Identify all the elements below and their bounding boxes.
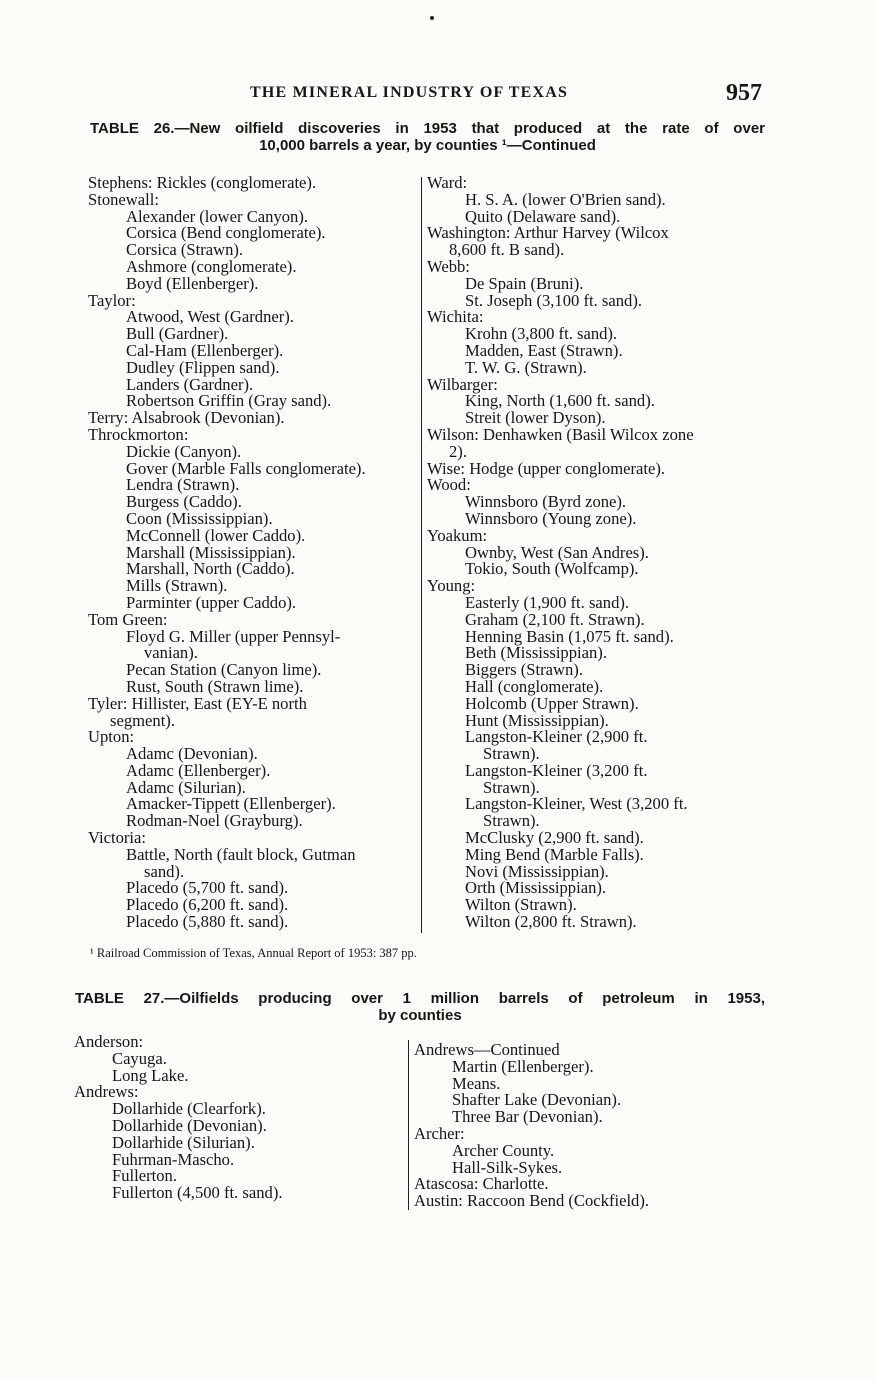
field-entry: Strawn). xyxy=(483,811,540,831)
field-entry: Landers (Gardner). xyxy=(126,374,254,394)
field-entry: Adamc (Silurian). xyxy=(126,777,246,797)
field-entry: Long Lake. xyxy=(112,1065,189,1085)
field-entry: Dudley (Flippen sand). xyxy=(126,357,280,377)
field-entry: Cayuga. xyxy=(112,1048,167,1068)
field-entry: Rodman-Noel (Grayburg). xyxy=(126,811,303,831)
field-entry: Winnsboro (Byrd zone). xyxy=(465,492,627,512)
field-entry: Rust, South (Strawn lime). xyxy=(126,676,304,696)
table27-caption-line1: TABLE 27.—Oilfields producing over 1 million barrels of petroleum in 1953, xyxy=(75,990,765,1007)
field-entry: segment). xyxy=(110,710,175,730)
field-entry: McConnell (lower Caddo). xyxy=(126,525,306,545)
field-entry: Atwood, West (Gardner). xyxy=(126,307,294,327)
field-entry: Winnsboro (Young zone). xyxy=(465,508,637,528)
county-entry: Wichita: xyxy=(427,307,484,327)
field-entry: 8,600 ft. B sand). xyxy=(449,240,565,260)
field-entry: Shafter Lake (Devonian). xyxy=(452,1090,622,1110)
field-entry: Easterly (1,900 ft. sand). xyxy=(465,592,630,612)
county-entry: Washington: Arthur Harvey (Wilcox xyxy=(427,223,669,243)
table27-left-column xyxy=(74,1034,394,1202)
county-entry: Terry: Alsabrook (Devonian). xyxy=(88,408,285,428)
field-entry: Battle, North (fault block, Gutman xyxy=(126,844,356,864)
field-entry: Placedo (5,880 ft. sand). xyxy=(126,912,289,932)
field-entry: Means. xyxy=(452,1073,501,1093)
county-entry: Taylor: xyxy=(88,290,136,310)
county-entry: Young: xyxy=(427,576,476,596)
field-entry: Tokio, South (Wolfcamp). xyxy=(465,559,639,579)
field-entry: Archer County. xyxy=(452,1140,555,1160)
field-entry: Krohn (3,800 ft. sand). xyxy=(465,324,618,344)
table26-column-divider xyxy=(421,177,422,933)
field-entry: Pecan Station (Canyon lime). xyxy=(126,660,322,680)
field-entry: Langston-Kleiner (3,200 ft. xyxy=(465,760,648,780)
field-entry: Gover (Marble Falls conglomerate). xyxy=(126,458,366,478)
field-entry: De Spain (Bruni). xyxy=(465,273,584,293)
field-entry: Hall (conglomerate). xyxy=(465,676,604,696)
county-entry: Wood: xyxy=(427,475,471,495)
county-entry: Webb: xyxy=(427,256,470,276)
field-entry: Boyd (Ellenberger). xyxy=(126,273,259,293)
field-entry: Amacker-Tippett (Ellenberger). xyxy=(126,794,336,814)
field-entry: St. Joseph (3,100 ft. sand). xyxy=(465,290,642,310)
field-entry: Strawn). xyxy=(483,744,540,764)
table27-caption-line2: by counties xyxy=(378,1007,462,1024)
field-entry: Quito (Delaware sand). xyxy=(465,206,621,226)
field-entry: Dollarhide (Clearfork). xyxy=(112,1099,266,1119)
field-entry: Three Bar (Devonian). xyxy=(452,1107,603,1127)
county-entry: Andrews—Continued xyxy=(414,1040,560,1059)
county-entry: Stonewall: xyxy=(88,189,159,209)
field-entry: Biggers (Strawn). xyxy=(465,660,583,680)
field-entry: Orth (Mississippian). xyxy=(465,878,607,898)
table26-caption-line1: TABLE 26.—New oilfield discoveries in 1953 that produced at the rate of over xyxy=(90,120,765,137)
field-entry: Fuhrman-Mascho. xyxy=(112,1149,235,1169)
field-entry: Fullerton. xyxy=(112,1166,177,1186)
field-entry: Wilton (2,800 ft. Strawn). xyxy=(465,912,637,932)
field-entry: Graham (2,100 ft. Strawn). xyxy=(465,609,645,629)
field-entry: Coon (Mississippian). xyxy=(126,508,273,528)
table27-right-column xyxy=(414,1042,754,1210)
stray-mark xyxy=(430,16,434,20)
field-entry: Adamc (Ellenberger). xyxy=(126,760,271,780)
county-entry: Ward: xyxy=(427,173,468,192)
field-entry: Langston-Kleiner, West (3,200 ft. xyxy=(465,794,688,814)
field-entry: Ownby, West (San Andres). xyxy=(465,542,649,562)
field-entry: 2). xyxy=(449,441,467,461)
field-entry: Ming Bend (Marble Falls). xyxy=(465,844,644,864)
field-entry: Placedo (6,200 ft. sand). xyxy=(126,895,289,915)
county-entry: Wilbarger: xyxy=(427,374,498,394)
county-entry: Stephens: Rickles (conglomerate). xyxy=(88,173,317,192)
county-entry: Victoria: xyxy=(88,828,146,848)
county-entry: Wise: Hodge (upper conglomerate). xyxy=(427,458,666,478)
field-entry: Adamc (Devonian). xyxy=(126,744,258,764)
field-entry: Fullerton (4,500 ft. sand). xyxy=(112,1183,283,1203)
field-entry: Novi (Mississippian). xyxy=(465,861,609,881)
county-entry: Tom Green: xyxy=(88,609,168,629)
field-entry: Wilton (Strawn). xyxy=(465,895,577,915)
table26-right-column xyxy=(427,175,767,931)
table27-column-divider xyxy=(408,1040,409,1210)
table27-caption xyxy=(75,990,765,1024)
page-number: 957 xyxy=(726,80,762,106)
field-entry: McClusky (2,900 ft. sand). xyxy=(465,828,644,848)
field-entry: Langston-Kleiner (2,900 ft. xyxy=(465,727,648,747)
county-entry: Upton: xyxy=(88,727,135,747)
field-entry: Strawn). xyxy=(483,777,540,797)
field-entry: Corsica (Strawn). xyxy=(126,240,244,260)
county-entry: Andrews: xyxy=(74,1082,139,1102)
field-entry: Placedo (5,700 ft. sand). xyxy=(126,878,289,898)
field-entry: Marshall (Mississippian). xyxy=(126,542,296,562)
field-entry: Henning Basin (1,075 ft. sand). xyxy=(465,626,674,646)
field-entry: Parminter (upper Caddo). xyxy=(126,592,297,612)
field-entry: Martin (Ellenberger). xyxy=(452,1056,594,1076)
field-entry: Dollarhide (Devonian). xyxy=(112,1115,267,1135)
field-entry: Beth (Mississippian). xyxy=(465,643,607,663)
table26-footnote: ¹ Railroad Commission of Texas, Annual Report of 1953: 387 pp. xyxy=(90,946,417,960)
field-entry: Madden, East (Strawn). xyxy=(465,340,623,360)
field-entry: Burgess (Caddo). xyxy=(126,492,242,512)
table26-left-column xyxy=(88,175,408,931)
field-entry: Alexander (lower Canyon). xyxy=(126,206,309,226)
table26-caption-line2: 10,000 barrels a year, by counties ¹—Continued xyxy=(259,137,596,154)
field-entry: Holcomb (Upper Strawn). xyxy=(465,693,639,713)
county-entry: Atascosa: Charlotte. xyxy=(414,1174,549,1194)
county-entry: Anderson: xyxy=(74,1032,144,1051)
field-entry: Hall-Silk-Sykes. xyxy=(452,1157,563,1177)
field-entry: Streit (lower Dyson). xyxy=(465,408,606,428)
running-head: THE MINERAL INDUSTRY OF TEXAS xyxy=(250,84,569,101)
field-entry: Floyd G. Miller (upper Pennsyl- xyxy=(126,626,341,646)
field-entry: Hunt (Mississippian). xyxy=(465,710,609,730)
field-entry: Cal-Ham (Ellenberger). xyxy=(126,340,284,360)
field-entry: Ashmore (conglomerate). xyxy=(126,256,297,276)
field-entry: vanian). xyxy=(144,643,198,663)
field-entry: Robertson Griffin (Gray sand). xyxy=(126,391,332,411)
field-entry: Corsica (Bend conglomerate). xyxy=(126,223,326,243)
county-entry: Austin: Raccoon Bend (Cockfield). xyxy=(414,1191,650,1211)
field-entry: T. W. G. (Strawn). xyxy=(465,357,587,377)
county-entry: Yoakum: xyxy=(427,525,488,545)
county-entry: Archer: xyxy=(414,1123,465,1143)
county-entry: Throckmorton: xyxy=(88,424,189,444)
field-entry: Dickie (Canyon). xyxy=(126,441,242,461)
field-entry: Lendra (Strawn). xyxy=(126,475,240,495)
field-entry: King, North (1,600 ft. sand). xyxy=(465,391,655,411)
field-entry: sand). xyxy=(144,861,185,881)
table26-caption xyxy=(90,120,765,154)
county-entry: Tyler: Hillister, East (EY-E north xyxy=(88,693,307,713)
field-entry: Dollarhide (Silurian). xyxy=(112,1132,255,1152)
field-entry: Bull (Gardner). xyxy=(126,324,229,344)
field-entry: Marshall, North (Caddo). xyxy=(126,559,295,579)
field-entry: Mills (Strawn). xyxy=(126,576,228,596)
field-entry: H. S. A. (lower O'Brien sand). xyxy=(465,189,666,209)
county-entry: Wilson: Denhawken (Basil Wilcox zone xyxy=(427,424,694,444)
